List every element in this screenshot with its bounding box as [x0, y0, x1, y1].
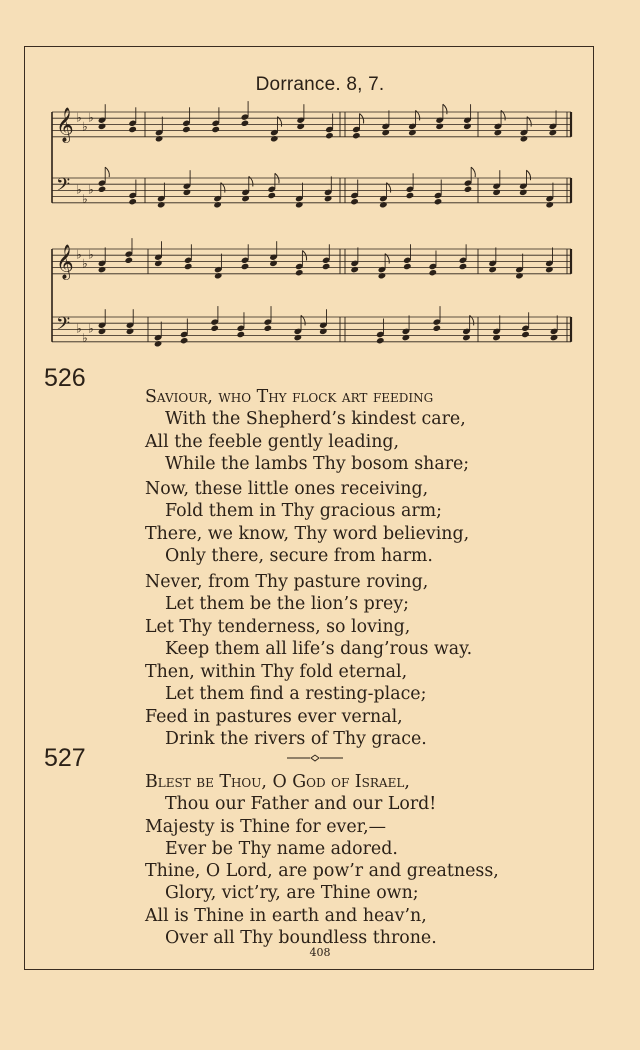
note-head — [319, 328, 328, 335]
note-flag — [471, 167, 475, 177]
note-head — [463, 123, 472, 130]
flat-sign: ♭ — [76, 321, 82, 336]
note-head — [435, 123, 444, 130]
flat-sign: ♭ — [88, 247, 94, 262]
note-head — [182, 126, 191, 133]
note-head — [459, 263, 468, 270]
verse-line: Let them find a resting-place; — [165, 684, 427, 705]
note-head — [241, 120, 250, 127]
verse-line: Ever be Thy name adored. — [165, 838, 398, 859]
hymn-527-verse-1 — [145, 771, 505, 860]
note-head — [98, 266, 107, 273]
hymn-526-verse-2 — [145, 478, 505, 567]
hymn-526-verse-4 — [145, 661, 505, 750]
note-head — [464, 186, 473, 193]
verse-line: Majesty is Thine for ever,— — [145, 816, 386, 837]
treble-clef: 𝄞 — [56, 244, 74, 280]
verse-line: Saviour, who Thy flock art feeding — [145, 387, 434, 407]
note-head — [521, 331, 530, 338]
verse-line: Feed in pastures ever vernal, — [145, 706, 403, 727]
verse-line: All the feeble gently leading, — [145, 431, 400, 452]
verse-line: All is Thine in earth and heav’n, — [145, 905, 427, 926]
note-head — [270, 135, 279, 142]
note-head — [125, 257, 134, 264]
note-head — [157, 201, 166, 208]
note-head — [545, 266, 554, 273]
note-head — [210, 325, 219, 332]
verse-line: While the lambs Thy bosom share; — [165, 453, 470, 474]
flat-sign: ♭ — [82, 191, 88, 206]
bass-clef: 𝄢 — [56, 175, 71, 201]
note-head — [296, 123, 305, 130]
verse-line: Over all Thy boundless throne. — [165, 927, 437, 948]
note-head — [376, 337, 385, 344]
verse-line: Let Thy tenderness, so loving, — [145, 616, 411, 637]
note-head — [126, 328, 135, 335]
note-head — [462, 334, 471, 341]
verse-line: There, we know, Thy word believing, — [145, 523, 470, 544]
note-head — [379, 201, 388, 208]
note-head — [295, 201, 304, 208]
note-head — [402, 334, 411, 341]
verse-line: Glory, vict’ry, are Thine own; — [165, 883, 419, 904]
note-head — [545, 201, 554, 208]
hymn-divider-ornament — [285, 752, 345, 764]
note-head — [322, 263, 331, 270]
note-head — [350, 266, 359, 273]
hymn-526-verse-3 — [145, 571, 505, 660]
note-head — [267, 192, 276, 199]
hymn-527-verse-2 — [145, 860, 505, 949]
note-head — [128, 198, 137, 205]
note-head — [184, 263, 193, 270]
note-head — [434, 198, 443, 205]
note-flag — [526, 170, 530, 180]
note-head — [492, 334, 501, 341]
note-head — [264, 325, 273, 332]
verse-line: Then, within Thy fold eternal, — [145, 662, 408, 682]
note-head — [154, 260, 163, 267]
note-head — [403, 263, 412, 270]
verse-line: Fold them in Thy gracious arm; — [165, 501, 443, 522]
note-head — [494, 129, 503, 136]
note-head — [183, 189, 192, 196]
tune-meter: 8, 7. — [346, 74, 385, 95]
note-flag — [105, 167, 109, 177]
verse-line: Thou our Father and our Lord! — [165, 794, 437, 815]
note-head — [378, 272, 387, 279]
music-score — [0, 0, 640, 360]
note-head — [325, 132, 334, 139]
hymn-number-527: 527 — [44, 744, 86, 772]
verse-line: Drink the rivers of Thy grace. — [165, 728, 427, 749]
hymn-526-verse-1 — [145, 386, 505, 475]
note-head — [381, 129, 390, 136]
note-head — [408, 129, 417, 136]
note-head — [269, 260, 278, 267]
flat-sign: ♭ — [88, 182, 94, 197]
note-head — [211, 126, 220, 133]
page-number: 408 — [309, 946, 331, 959]
flat-sign: ♭ — [76, 182, 82, 197]
note-head — [213, 201, 222, 208]
verse-line: Let them be the lion’s prey; — [165, 594, 410, 615]
flat-sign: ♭ — [82, 119, 88, 134]
note-head — [519, 189, 528, 196]
hymn-number-526: 526 — [44, 364, 86, 392]
note-head — [295, 269, 304, 276]
treble-clef: 𝄞 — [56, 107, 74, 143]
note-head — [429, 269, 438, 276]
note-head — [515, 272, 524, 279]
tune-name: Dorrance. — [255, 74, 341, 95]
note-head — [492, 189, 501, 196]
flat-sign: ♭ — [88, 110, 94, 125]
note-head — [433, 325, 442, 332]
verse-line: Keep them all life’s dang’rous way. — [165, 638, 473, 659]
verse-line: Only there, secure from harm. — [165, 545, 433, 566]
flat-sign: ♭ — [76, 247, 82, 262]
verse-line: Never, from Thy pasture roving, — [145, 572, 429, 592]
note-head — [214, 272, 223, 279]
note-head — [241, 195, 250, 202]
note-head — [128, 126, 137, 133]
flat-sign: ♭ — [82, 256, 88, 271]
note-head — [236, 331, 245, 338]
bass-clef: 𝄢 — [56, 314, 71, 340]
flat-sign: ♭ — [76, 110, 82, 125]
note-flag — [443, 104, 447, 114]
note-head — [488, 266, 497, 273]
note-head — [520, 135, 529, 142]
note-head — [324, 195, 333, 202]
note-head — [155, 135, 164, 142]
note-head — [154, 340, 163, 347]
note-head — [180, 337, 189, 344]
note-head — [350, 198, 359, 205]
flat-sign: ♭ — [88, 321, 94, 336]
verse-line: Blest be Thou, O God of Israel, — [145, 772, 410, 792]
verse-line: Now, these little ones receiving, — [145, 479, 429, 499]
note-head — [98, 328, 107, 335]
note-head — [406, 192, 415, 199]
note-head — [294, 334, 303, 341]
note-head — [550, 334, 559, 341]
note-head — [352, 132, 361, 139]
verse-line: Thine, O Lord, are pow’r and greatness, — [145, 861, 499, 881]
verse-line: With the Shepherd’s kindest care, — [165, 409, 466, 430]
note-head — [98, 186, 107, 193]
note-head — [241, 263, 250, 270]
note-head — [98, 123, 107, 130]
flat-sign: ♭ — [82, 330, 88, 345]
note-head — [549, 129, 558, 136]
